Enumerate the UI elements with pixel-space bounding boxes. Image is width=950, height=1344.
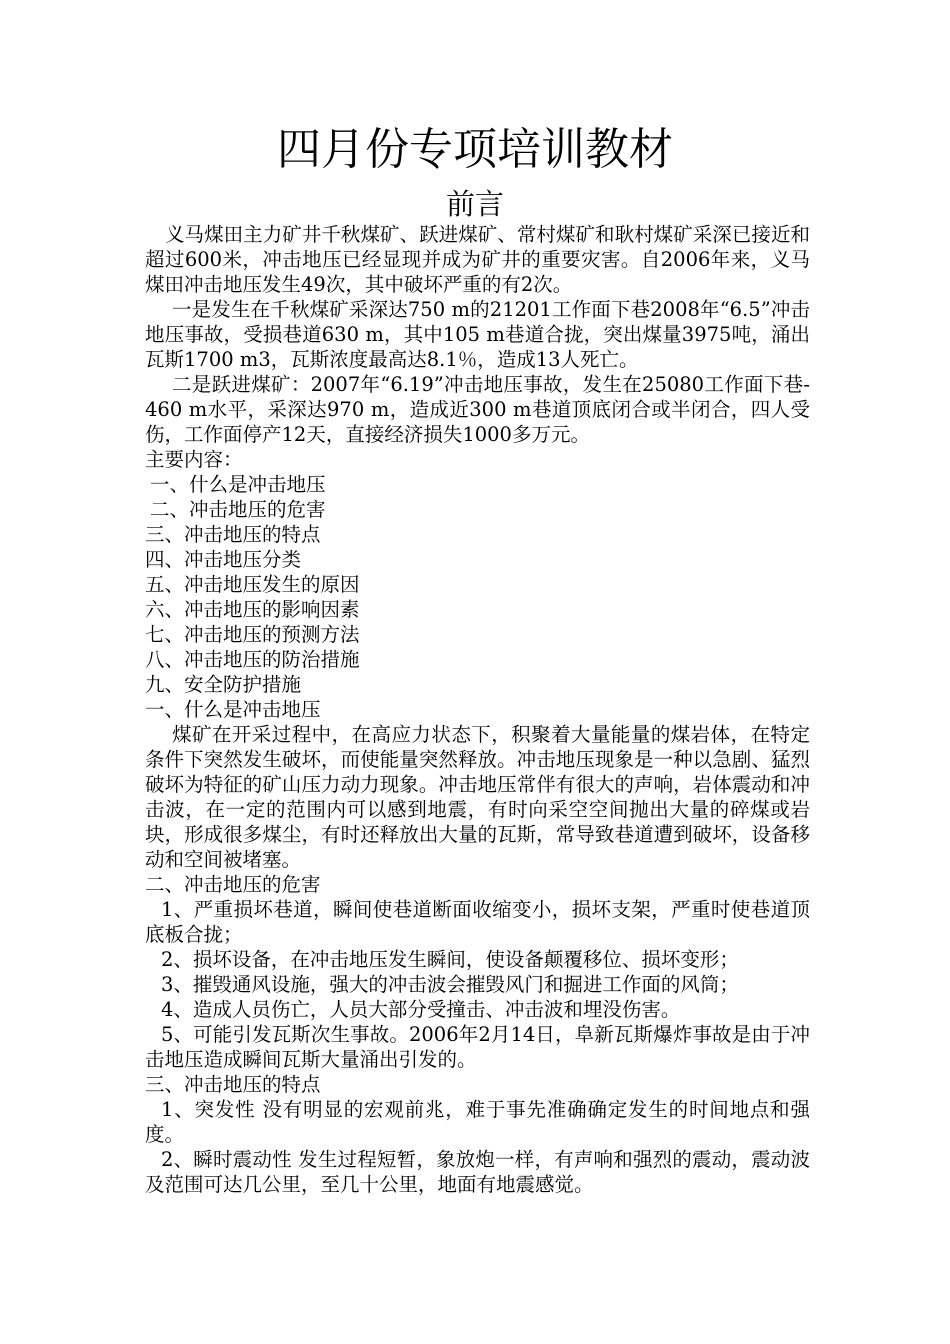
contents-item: 五、冲击地压发生的原因 [145, 573, 360, 596]
feature-item: 2、瞬时震动性 发生过程短暂，象放炮一样，有声响和强烈的震动，震动波及范围可达几公里，至几十公里，地面有地震感觉。 [145, 1148, 810, 1196]
paragraph-intro: 义马煤田主力矿井千秋煤矿、跃进煤矿、常村煤矿和耿村煤矿采深已接近和超过600米，冲击地压已经显现并成为矿井的重要灾害。自2006年来，义马煤田冲击地压发生49次，其中破坏严重的有2次。 [145, 223, 810, 296]
section-paragraph: 煤矿在开采过程中，在高应力状态下，积聚着大量能量的煤岩体，在特定条件下突然发生破坏，而使能量突然释放。冲击地压现象是一种以急剧、猛烈破坏为特征的矿山压力动力现象。冲击地压常伴有很大的声响，岩体震动和冲击波，在一定的范围内可以感到地震，有时向采空空间抛出大量的碎煤或岩块，形成很多煤尘，有时还释放出大量的瓦斯，常导致巷道遭到破坏，设备移动和空间被堵塞。 [145, 723, 810, 871]
contents-item: 四、冲击地压分类 [145, 548, 302, 571]
document-title: 四月份专项培训教材 [277, 124, 673, 175]
contents-item: 七、冲击地压的预测方法 [145, 623, 360, 646]
contents-item: 二、冲击地压的危害 [150, 498, 326, 521]
hazard-item: 4、造成人员伤亡，人员大部分受撞击、冲击波和埋没伤害。 [161, 998, 681, 1021]
paragraph-case-two: 二是跃进煤矿：2007年“6.19”冲击地压事故，发生在25080工作面下巷-460 m水平，采深达970 m，造成近300 m巷道顶底闭合或半闭合，四人受伤，工作面停产12天，直接经济损失1000多万元。 [145, 373, 810, 446]
contents-item: 八、冲击地压的防治措施 [145, 648, 360, 671]
hazard-item: 3、摧毁通风设施，强大的冲击波会摧毁风门和掘进工作面的风筒； [161, 973, 739, 996]
contents-item: 一、什么是冲击地压 [150, 473, 326, 496]
section-heading: 一、什么是冲击地压 [145, 698, 321, 721]
section-heading: 三、冲击地压的特点 [145, 1073, 321, 1096]
document-body [145, 222, 810, 1197]
contents-heading: 主要内容： [145, 448, 243, 471]
contents-item: 三、冲击地压的特点 [145, 523, 321, 546]
hazard-item: 5、可能引发瓦斯次生事故。2006年2月14日，阜新瓦斯爆炸事故是由于冲击地压造成瞬间瓦斯大量涌出引发的。 [145, 1023, 810, 1071]
contents-item: 六、冲击地压的影响因素 [145, 598, 360, 621]
preface-heading: 前言 [445, 187, 504, 221]
paragraph-case-one: 一是发生在千秋煤矿采深达750 m的21201工作面下巷2008年“6.5”冲击地压事故，受损巷道630 m，其中105 m巷道合拢，突出煤量3975吨，涌出瓦斯1700 m3，瓦斯浓度最高达8.1％，造成13人死亡。 [145, 298, 810, 371]
section-heading: 二、冲击地压的危害 [145, 873, 321, 896]
contents-item: 九、安全防护措施 [145, 673, 302, 696]
hazard-item: 2、损坏设备，在冲击地压发生瞬间，使设备颠覆移位、损坏变形； [161, 948, 739, 971]
hazard-item: 1、严重损坏巷道，瞬间使巷道断面收缩变小，损坏支架，严重时使巷道顶底板合拢； [145, 898, 810, 946]
feature-item: 1、突发性 没有明显的宏观前兆，难于事先准确确定发生的时间地点和强度。 [145, 1098, 810, 1146]
